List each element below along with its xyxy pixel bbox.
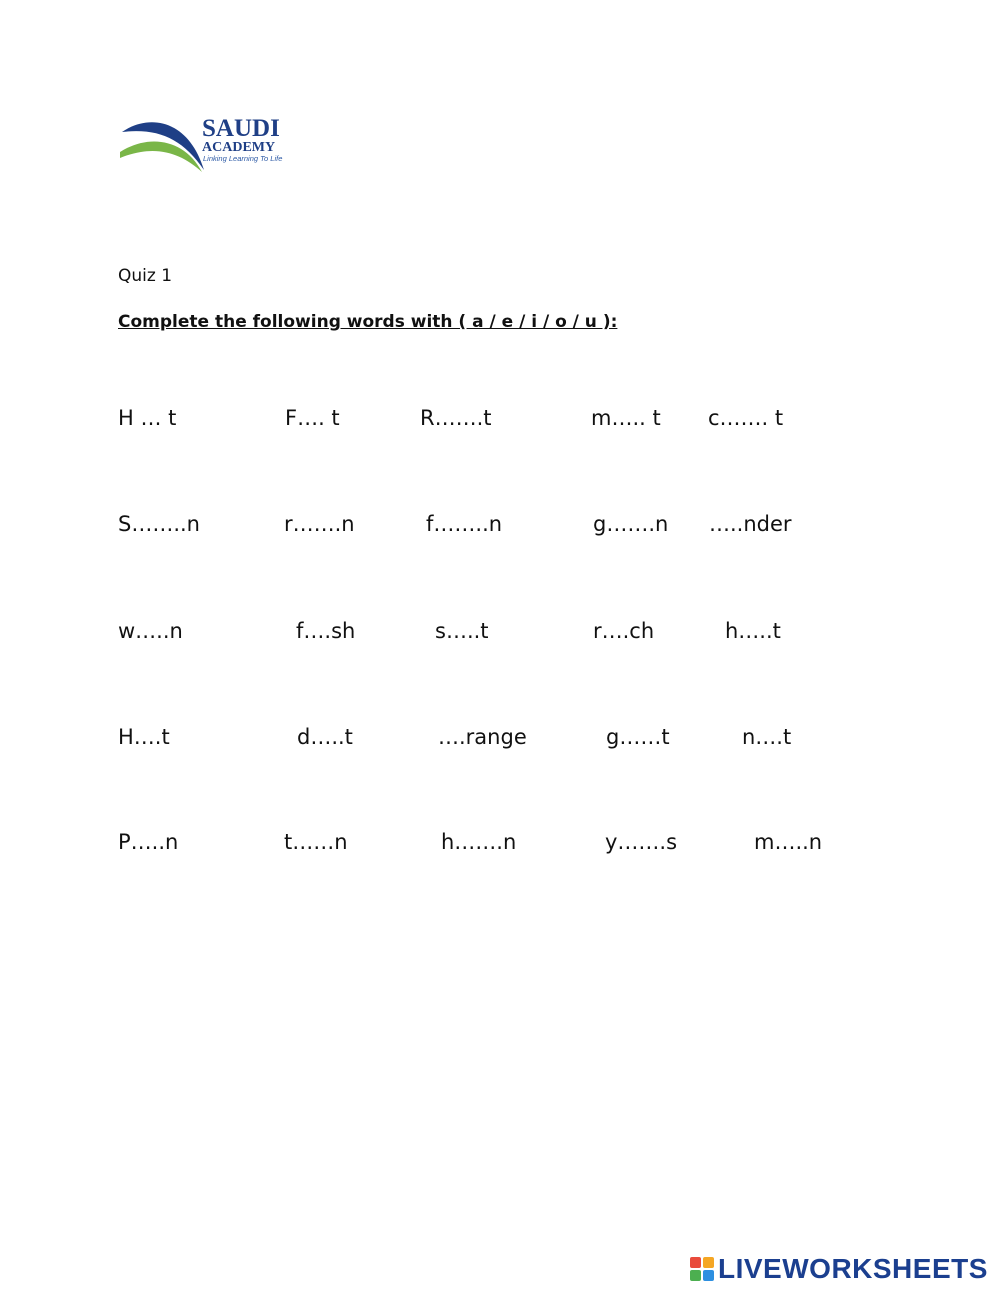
word-blank: h…….n (441, 830, 517, 854)
logo-swoosh-icon (118, 112, 330, 178)
word-blank: …..nder (709, 512, 792, 536)
word-blank: ….range (438, 725, 527, 749)
word-blank: S……..n (118, 512, 200, 536)
word-blank: m…..n (754, 830, 823, 854)
svg-text:Linking Learning To Life: Linking Learning To Life (203, 154, 283, 163)
liveworksheets-logo-icon (690, 1257, 714, 1281)
word-blank: w…..n (118, 619, 183, 643)
word-blank: f……..n (426, 512, 503, 536)
word-blank: f….sh (296, 619, 356, 643)
word-blank: s…..t (435, 619, 489, 643)
liveworksheets-watermark (690, 1252, 990, 1286)
instruction-text: Complete the following words with ( a / e / i / o / u ): (118, 312, 618, 332)
word-blank: n….t (742, 725, 792, 749)
saudi-academy-logo (118, 112, 330, 178)
word-blank: t……n (284, 830, 348, 854)
word-blank: H….t (118, 725, 170, 749)
word-blank: F…. t (285, 406, 340, 430)
word-blank: H … t (118, 406, 177, 430)
word-blank: h…..t (725, 619, 781, 643)
word-blank: c……. t (708, 406, 784, 430)
liveworksheets-text: LIVEWORKSHEETS (718, 1253, 988, 1284)
word-blank: g…….n (593, 512, 669, 536)
svg-text:SAUDI: SAUDI (202, 115, 280, 142)
word-blank: d…..t (297, 725, 353, 749)
word-blank: m….. t (591, 406, 661, 430)
word-blank: R…….t (420, 406, 492, 430)
word-blank: g……t (606, 725, 670, 749)
quiz-title: Quiz 1 (118, 266, 173, 286)
svg-text:ACADEMY: ACADEMY (202, 140, 276, 155)
word-blank: P…..n (118, 830, 179, 854)
word-blank: r…….n (284, 512, 355, 536)
word-blank: r….ch (593, 619, 655, 643)
word-blank: y…….s (605, 830, 678, 854)
